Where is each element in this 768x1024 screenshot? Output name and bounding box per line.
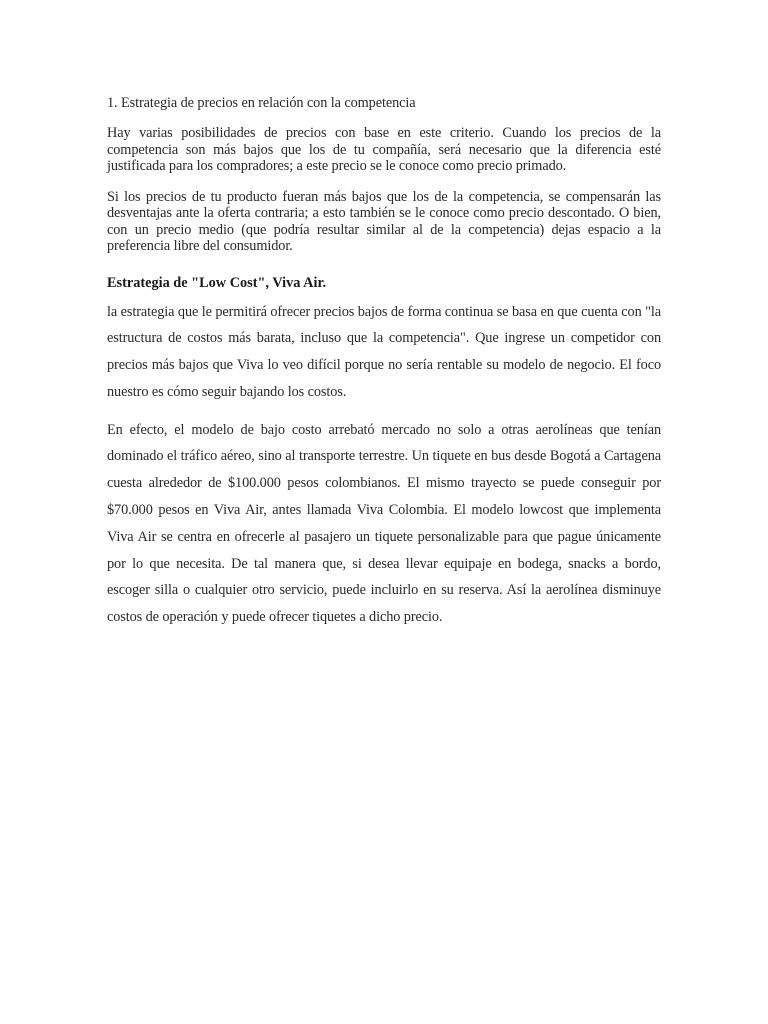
section-heading-pricing: 1. Estrategia de precios en relación con la competencia <box>107 95 416 111</box>
document-page <box>107 92 661 631</box>
paragraph-low-cost-strategy: la estrategia que le permitirá ofrecer precios bajos de forma continua se basa en que cuenta con "la estructura de costos más barata, incluso que la competencia". Que ingrese un competidor con precios más bajos que Viva lo veo difícil porque no sería rentable su modelo de negocio. El foco nuestro es cómo seguir bajando los costos. <box>107 303 661 400</box>
paragraph-low-cost-model: En efecto, el modelo de bajo costo arrebató mercado no solo a otras aerolíneas que tenían dominado el tráfico aéreo, sino al transporte terrestre. Un tiquete en bus desde Bogotá a Cartagena cuesta alrededor de $100.000 pesos colombianos. El mismo trayecto se puede conseguir por $70.000 pesos en Viva Air, antes llamada Viva Colombia. El modelo lowcost que implementa Viva Air se centra en ofrecerle al pasajero un tiquete personalizable para que pague únicamente por lo que necesita. De tal manera que, si desea llevar equipaje en bodega, snacks a bordo, escoger silla o cualquier otro servicio, puede incluirlo en su reserva. Así la aerolínea disminuye costos de operación y puede ofrecer tiquetes a dicho precio. <box>107 421 661 626</box>
section-heading-low-cost: Estrategia de "Low Cost", Viva Air. <box>107 274 327 291</box>
paragraph-premium-price: Hay varias posibilidades de precios con base en este criterio. Cuando los precios de la competencia son más bajos que los de tu compañía, será necesario que la diferencia esté justificada para los compradores; a este precio se le conoce como precio primado. <box>107 125 661 174</box>
paragraph-discount-price: Si los precios de tu producto fueran más bajos que los de la competencia, se compensarán las desventajas ante la oferta contraria; a esto también se le conoce como precio descontado. O bien, con un precio medio (que podría resultar similar al de la competencia) dejas espacio a la preferencia libre del consumidor. <box>107 188 661 254</box>
